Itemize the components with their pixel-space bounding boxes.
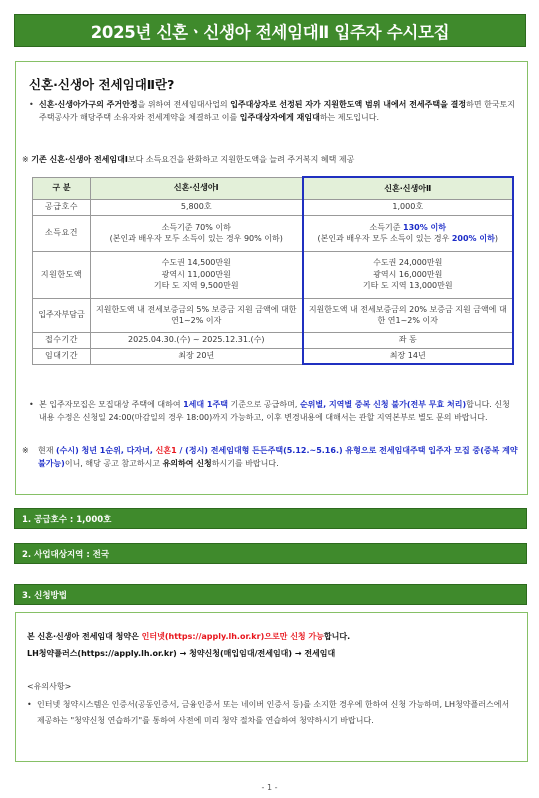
caution-text: 인터넷 청약시스템은 인증서(공동인증서, 금융인증서 또는 네이버 인증서 등)를 소지한 경우에 한하여 신청 가능하며, LH청약플러스에서 제공하는 "청약신청 연습하기"를 통하여 사전에 미리 청약 절차를 연습하여 청약하시기 바랍니다.	[37, 700, 510, 725]
note-marker: ※	[22, 155, 29, 164]
note-bold: 유의하여 신청	[162, 459, 212, 469]
caution-bullet	[27, 697, 519, 728]
cell-highlight: 130% 이하	[403, 222, 446, 232]
cell: 지원한도액 내 전세보증금의 5% 보증금 지원 금액에 대한 연1~2% 이자	[91, 298, 303, 332]
note-text: 보다 소득요건을 완화하고 지원한도액을 늘려 주거복지 혜택 제공	[127, 155, 355, 164]
bullet-marker: •	[29, 400, 34, 409]
intro-text: 을 위하여 전세임대사업의	[137, 100, 231, 109]
comparison-table	[32, 176, 514, 365]
cell	[303, 251, 514, 298]
table-row	[33, 215, 514, 251]
note-highlight: (수시) 청년 1순위, 다자녀,	[56, 446, 156, 455]
apply-text-bold: 합니다.	[323, 632, 351, 641]
intro-heading: 신혼·신생아 전세임대Ⅱ란?	[29, 77, 175, 92]
row-label: 공급호수	[33, 199, 91, 215]
bullet-text: 본 입주자모집은 모집대상 주택에 대하여	[39, 400, 184, 409]
table-header: 구 분	[33, 177, 91, 199]
current-notice	[22, 444, 520, 470]
intro-text-bold: 입주대상자에게 재임대	[239, 113, 320, 123]
cell-line: 수도권 24,000만원	[373, 258, 443, 268]
cell-line: 수도권 14,500만원	[161, 258, 231, 268]
note-text: 이니, 해당 공고 참고하시고	[64, 459, 163, 469]
table-row	[33, 348, 514, 364]
cell: 최장 20년	[91, 348, 303, 364]
note-text: 하시기를 바랍니다.	[211, 459, 279, 469]
intro-bullet	[29, 98, 519, 124]
cell: 좌 동	[303, 332, 514, 348]
section-apply-method: 3. 신청방법	[14, 584, 527, 605]
note-text: 현재	[38, 446, 56, 455]
table-row	[33, 298, 514, 332]
section-supply: 1. 공급호수 : 1,000호	[14, 508, 527, 529]
row-label: 소득요건	[33, 215, 91, 251]
table-row	[33, 199, 514, 215]
note-red: 신혼1	[155, 446, 177, 455]
page-title: 2025년 신혼ㆍ신생아 전세임대Ⅱ 입주자 수시모집	[14, 14, 526, 47]
table-header-row	[33, 177, 514, 199]
apply-box	[15, 612, 528, 762]
table-header: 신혼·신생아Ⅱ	[303, 177, 514, 199]
row-label: 지원한도액	[33, 251, 91, 298]
cell-highlight: 200% 이하	[451, 234, 495, 243]
bullet-highlight: 1세대 1주택	[183, 400, 228, 409]
cell: 최장 14년	[303, 348, 514, 364]
bullet-marker: •	[27, 700, 32, 709]
intro-note	[22, 153, 522, 166]
cell-text: 소득기준	[369, 222, 403, 232]
cell: 5,800호	[91, 199, 303, 215]
apply-link-text: 인터넷(https://apply.lh.or.kr)으로만 신청 가능	[141, 632, 324, 641]
cell	[91, 251, 303, 298]
apply-text-bold: 본 신혼·신생아 전세임대 청약은	[27, 632, 142, 641]
note-text-bold: 기존 신혼·신생아 전세임대Ⅰ	[31, 155, 128, 164]
row-label: 입주자부담금	[33, 298, 91, 332]
cell: 2025.04.30.(수) ~ 2025.12.31.(수)	[91, 332, 303, 348]
caution-title: <유의사항>	[27, 682, 72, 691]
cell-text: )	[494, 234, 498, 243]
cell-line: (본인과 배우자 모두 소득이 있는 경우 90% 이하)	[109, 234, 283, 243]
row-label: 임대기간	[33, 348, 91, 364]
note-marker: ※	[22, 446, 29, 455]
intro-text-bold: 입주대상자로 선정된 자가 지원한도액 범위 내에서 전세주택을 결정	[230, 100, 467, 109]
bullet-text: 합니다. 신청 내용 수정은 신청일 24:00(마감일의 경우 18:00)까지 가능하고, 이후 변경내용에 대해서는 관할 지역본부로 별도 문의 바랍니다.	[39, 400, 510, 423]
cell-line: 광역시 16,000만원	[373, 269, 443, 279]
bullet-highlight: 순위별, 지역별 중복 신청 불가(전부 무효 처리)	[299, 400, 467, 409]
table-row	[33, 251, 514, 298]
intro-text: 하면 한국토지주택공사가 해당주택 소유자와 전세계약을 체결하고 이를	[39, 100, 516, 123]
section-region: 2. 사업대상지역 : 전국	[14, 543, 527, 564]
cell: 1,000호	[303, 199, 514, 215]
table-header: 신혼·신생아Ⅰ	[91, 177, 303, 199]
apply-line	[27, 630, 522, 643]
row-label: 접수기간	[33, 332, 91, 348]
cell	[91, 215, 303, 251]
bullet-marker: •	[29, 100, 34, 109]
cell-line: 소득기준 70% 이하	[161, 222, 231, 232]
cell-line: 기타 도 지역 9,500만원	[153, 281, 239, 291]
intro-text: 하는 제도입니다.	[319, 113, 379, 123]
cell	[303, 215, 514, 251]
cell-line: 기타 도 지역 13,000만원	[362, 281, 453, 291]
cell: 지원한도액 내 전세보증금의 20% 보증금 지원 금액에 대한 연1~2% 이자	[303, 298, 514, 332]
intro-text-bold: 신혼·신생아가구의 주거안정	[39, 100, 138, 109]
bullet-text: 기준으로 공급하며,	[227, 400, 300, 409]
page-number: - 1 -	[261, 783, 278, 792]
intro-box	[15, 61, 528, 495]
note-highlight: / (정시) 전세임대형 든든주택(5.12.~5.16.) 유형으로 전세임대주택 입주자 모집 중(중복 계약 불가능)	[38, 446, 518, 469]
cell-line: 광역시 11,000만원	[161, 269, 231, 279]
table-row	[33, 332, 514, 348]
supply-bullet	[29, 398, 519, 424]
cell-text: (본인과 배우자 모두 소득이 있는 경우	[317, 234, 452, 243]
apply-path: LH청약플러스(https://apply.lh.or.kr) → 청약신청(매입임대/전세임대) → 전세임대	[27, 649, 336, 658]
